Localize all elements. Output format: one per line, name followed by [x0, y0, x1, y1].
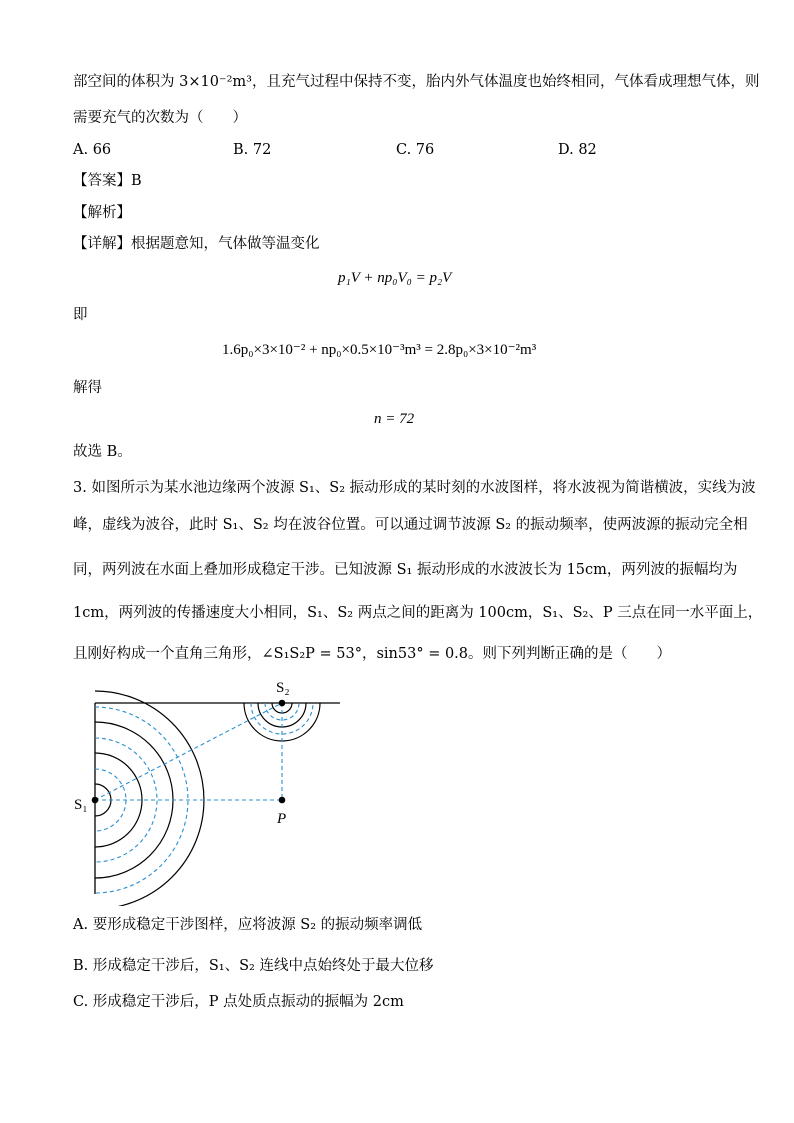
q3-option-c: C. 形成稳定干涉后，P 点处质点振动的振幅为 2cm — [73, 994, 404, 1010]
equation-2: 1.6p₀×3×10⁻² + np₀×0.5×10⁻³m³ = 2.8p₀×3×10⁻²m³ — [222, 342, 537, 358]
label-p: P — [277, 811, 287, 827]
q3-option-a: A. 要形成稳定干涉图样，应将波源 S₂ 的振动频率调低 — [73, 917, 423, 933]
prev-option-a: A. 66 — [73, 142, 112, 158]
label-s1: S₁ — [74, 797, 88, 813]
answer-line: 【答案】B — [73, 173, 142, 189]
q3-line-2: 峰，虚线为波谷，此时 S₁、S₂ 均在波谷位置。可以通过调节波源 S₂ 的振动频率，使两波源的振动完全相 — [73, 517, 748, 533]
conclusion-line: 故选 B。 — [73, 444, 132, 460]
jiede-label: 解得 — [73, 380, 102, 396]
p-point — [279, 797, 286, 804]
prev-option-c: C. 76 — [396, 142, 435, 158]
q3-option-b: B. 形成稳定干涉后，S₁、S₂ 连线中点始终处于最大位移 — [73, 958, 434, 974]
q3-line-1: 3. 如图所示为某水池边缘两个波源 S₁、S₂ 振动形成的某时刻的水波图样，将水波视为简谐横波，实线为波 — [73, 480, 756, 496]
label-s2: S₂ — [276, 680, 290, 696]
s1-point — [92, 797, 99, 804]
q3-line-3: 同，两列波在水面上叠加形成稳定干涉。已知波源 S₁ 振动形成的水波波长为 15cm，两列波的振幅均为 — [73, 562, 738, 578]
triangle-lines — [95, 703, 282, 800]
q3-line-5: 且刚好构成一个直角三角形，∠S₁S₂P = 53°，sin53° = 0.8。则下列判断正确的是（ ） — [73, 646, 672, 662]
prev-question-line-2: 需要充气的次数为（ ） — [73, 110, 247, 126]
ji-label: 即 — [73, 307, 88, 323]
prev-option-b: B. 72 — [233, 142, 272, 158]
wave-interference-figure — [70, 676, 370, 910]
equation-3: n = 72 — [374, 411, 415, 427]
s2-point — [279, 700, 286, 707]
s1-wave-crests — [95, 691, 204, 906]
analysis-label: 【解析】 — [73, 205, 131, 221]
s2-wave-crests — [244, 703, 320, 741]
equation-1: p₁V + np₀V₀ = p₂V — [338, 270, 452, 286]
prev-option-d: D. 82 — [558, 142, 597, 158]
q3-line-4: 1cm，两列波的传播速度大小相同，S₁、S₂ 两点之间的距离为 100cm，S₁、S₂、P 三点在同一水平面上， — [73, 605, 763, 621]
detail-line: 【详解】根据题意知，气体做等温变化 — [73, 236, 320, 252]
prev-question-line-1: 部空间的体积为 3×10⁻²m³，且充气过程中保持不变，胎内外气体温度也始终相同，气体看成理想气体，则 — [73, 74, 760, 90]
